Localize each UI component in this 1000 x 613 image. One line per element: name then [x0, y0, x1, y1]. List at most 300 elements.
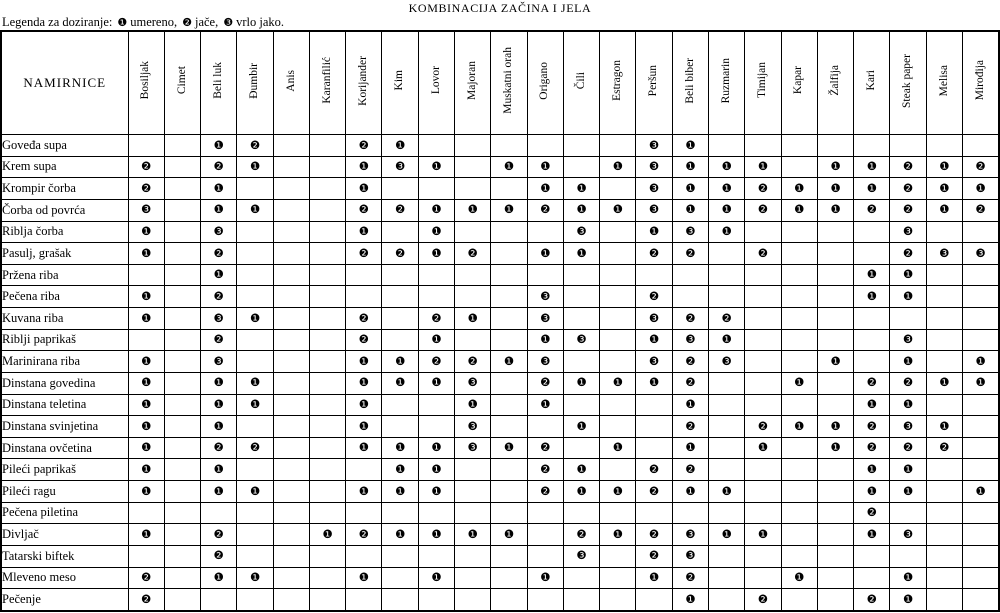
- empty-cell: [491, 329, 527, 351]
- dosage-cell: ❶: [382, 135, 418, 157]
- dosage-cell: ❷: [962, 156, 999, 178]
- header-row: [1, 31, 999, 135]
- column-header-label: Ruzmarin: [719, 57, 732, 104]
- empty-cell: [128, 264, 164, 286]
- dosage-cell: ❷: [890, 372, 926, 394]
- empty-cell: [201, 502, 237, 524]
- empty-cell: [817, 459, 853, 481]
- empty-cell: [854, 545, 890, 567]
- empty-cell: [600, 329, 636, 351]
- dosage-cell: ❷: [672, 416, 708, 438]
- dosage-cell: ❶: [128, 416, 164, 438]
- dosage-cell: ❶: [418, 372, 454, 394]
- dosage-cell: ❶: [926, 372, 962, 394]
- empty-cell: [455, 459, 491, 481]
- empty-cell: [962, 416, 999, 438]
- empty-cell: [600, 135, 636, 157]
- dosage-cell: ❷: [418, 308, 454, 330]
- dosage-cell: ❸: [672, 545, 708, 567]
- dosage-cell: ❶: [563, 178, 599, 200]
- empty-cell: [309, 459, 345, 481]
- empty-cell: [563, 502, 599, 524]
- dosage-cell: ❶: [237, 199, 273, 221]
- empty-cell: [273, 502, 309, 524]
- empty-cell: [128, 545, 164, 567]
- empty-cell: [781, 502, 817, 524]
- empty-cell: [709, 264, 745, 286]
- empty-cell: [382, 567, 418, 589]
- dosage-cell: ❶: [491, 524, 527, 546]
- empty-cell: [382, 545, 418, 567]
- dosage-cell: ❸: [527, 308, 563, 330]
- dosage-cell: ❶: [418, 567, 454, 589]
- dosage-cell: ❸: [201, 308, 237, 330]
- empty-cell: [926, 308, 962, 330]
- empty-cell: [817, 567, 853, 589]
- dosage-cell: ❶: [709, 199, 745, 221]
- table-row: [1, 394, 999, 416]
- empty-cell: [237, 351, 273, 373]
- dosage-2-icon: ❷: [182, 16, 192, 29]
- dosage-cell: ❷: [527, 199, 563, 221]
- column-header-label: Anis: [284, 69, 297, 92]
- dosage-cell: ❶: [455, 199, 491, 221]
- dosage-cell: ❷: [672, 243, 708, 265]
- dosage-cell: ❶: [346, 437, 382, 459]
- dosage-cell: ❸: [636, 178, 672, 200]
- dosage-cell: ❶: [854, 156, 890, 178]
- dosage-cell: ❶: [854, 481, 890, 503]
- empty-cell: [962, 221, 999, 243]
- empty-cell: [709, 372, 745, 394]
- dosage-cell: ❶: [817, 416, 853, 438]
- empty-cell: [926, 567, 962, 589]
- empty-cell: [781, 156, 817, 178]
- empty-cell: [709, 135, 745, 157]
- dosage-cell: ❶: [346, 221, 382, 243]
- dosage-cell: ❶: [890, 351, 926, 373]
- empty-cell: [491, 372, 527, 394]
- dosage-cell: ❶: [817, 178, 853, 200]
- empty-cell: [600, 589, 636, 611]
- dosage-cell: ❶: [563, 372, 599, 394]
- dosage-cell: ❶: [128, 524, 164, 546]
- dosage-cell: ❶: [382, 481, 418, 503]
- empty-cell: [636, 437, 672, 459]
- dosage-cell: ❷: [672, 567, 708, 589]
- empty-cell: [164, 481, 200, 503]
- dosage-cell: ❷: [854, 372, 890, 394]
- empty-cell: [346, 459, 382, 481]
- empty-cell: [745, 394, 781, 416]
- row-label: Tatarski biftek: [1, 545, 128, 567]
- empty-cell: [164, 243, 200, 265]
- dosage-cell: ❶: [709, 221, 745, 243]
- dosage-cell: ❸: [563, 329, 599, 351]
- dosage-cell: ❷: [201, 329, 237, 351]
- dosage-cell: ❶: [600, 199, 636, 221]
- row-label: Dinstana govedina: [1, 372, 128, 394]
- empty-cell: [455, 329, 491, 351]
- empty-cell: [781, 481, 817, 503]
- empty-cell: [962, 135, 999, 157]
- empty-cell: [237, 416, 273, 438]
- table-row: [1, 567, 999, 589]
- empty-cell: [309, 351, 345, 373]
- dosage-cell: ❶: [201, 199, 237, 221]
- dosage-cell: ❷: [854, 502, 890, 524]
- empty-cell: [709, 459, 745, 481]
- empty-cell: [563, 156, 599, 178]
- dosage-cell: ❸: [672, 221, 708, 243]
- dosage-cell: ❶: [309, 524, 345, 546]
- empty-cell: [309, 437, 345, 459]
- table-row: [1, 178, 999, 200]
- empty-cell: [237, 243, 273, 265]
- dosage-cell: ❶: [672, 481, 708, 503]
- table-row: [1, 286, 999, 308]
- dosage-cell: ❶: [201, 264, 237, 286]
- column-header-label: Đumbir: [248, 62, 261, 99]
- dosage-cell: ❶: [128, 351, 164, 373]
- empty-cell: [854, 351, 890, 373]
- empty-cell: [273, 156, 309, 178]
- empty-cell: [781, 545, 817, 567]
- empty-cell: [418, 178, 454, 200]
- row-label: Dinstana teletina: [1, 394, 128, 416]
- dosage-cell: ❸: [455, 437, 491, 459]
- dosage-cell: ❶: [636, 329, 672, 351]
- empty-cell: [781, 243, 817, 265]
- dosage-cell: ❷: [672, 459, 708, 481]
- empty-cell: [164, 394, 200, 416]
- empty-cell: [382, 589, 418, 611]
- column-header-label: Lovor: [429, 66, 442, 95]
- dosage-cell: ❷: [745, 178, 781, 200]
- empty-cell: [164, 589, 200, 611]
- table-row: [1, 502, 999, 524]
- empty-cell: [926, 502, 962, 524]
- empty-cell: [636, 416, 672, 438]
- dosage-cell: ❸: [636, 308, 672, 330]
- dosage-cell: ❶: [854, 178, 890, 200]
- empty-cell: [854, 221, 890, 243]
- empty-cell: [600, 178, 636, 200]
- dosage-cell: ❸: [890, 416, 926, 438]
- column-header: [636, 31, 672, 135]
- empty-cell: [926, 589, 962, 611]
- empty-cell: [926, 329, 962, 351]
- empty-cell: [309, 481, 345, 503]
- empty-cell: [600, 351, 636, 373]
- empty-cell: [817, 308, 853, 330]
- empty-cell: [237, 545, 273, 567]
- dosage-cell: ❶: [346, 372, 382, 394]
- dosage-cell: ❷: [382, 199, 418, 221]
- dosage-cell: ❶: [890, 459, 926, 481]
- empty-cell: [455, 545, 491, 567]
- table-body: [1, 135, 999, 612]
- empty-cell: [237, 589, 273, 611]
- empty-cell: [491, 394, 527, 416]
- empty-cell: [709, 545, 745, 567]
- row-label: Pečenje: [1, 589, 128, 611]
- dosage-cell: ❷: [672, 351, 708, 373]
- dosage-cell: ❷: [237, 135, 273, 157]
- dosage-cell: ❶: [382, 459, 418, 481]
- empty-cell: [817, 481, 853, 503]
- empty-cell: [309, 199, 345, 221]
- table-row: [1, 545, 999, 567]
- row-label: Pečena piletina: [1, 502, 128, 524]
- table-row: [1, 135, 999, 157]
- empty-cell: [491, 416, 527, 438]
- empty-cell: [636, 502, 672, 524]
- empty-cell: [273, 589, 309, 611]
- dosage-cell: ❶: [709, 481, 745, 503]
- empty-cell: [527, 545, 563, 567]
- dosage-cell: ❶: [237, 481, 273, 503]
- dosage-cell: ❶: [382, 372, 418, 394]
- empty-cell: [164, 372, 200, 394]
- dosage-cell: ❷: [128, 156, 164, 178]
- dosage-cell: ❸: [455, 416, 491, 438]
- dosage-cell: ❶: [926, 156, 962, 178]
- dosage-cell: ❶: [491, 199, 527, 221]
- empty-cell: [273, 135, 309, 157]
- dosage-cell: ❶: [382, 524, 418, 546]
- dosage-cell: ❷: [201, 286, 237, 308]
- empty-cell: [854, 243, 890, 265]
- empty-cell: [745, 502, 781, 524]
- dosage-cell: ❶: [854, 286, 890, 308]
- column-header-label: Beli luk: [211, 62, 224, 99]
- dosage-cell: ❶: [128, 394, 164, 416]
- empty-cell: [890, 308, 926, 330]
- column-header-label: Korijander: [357, 55, 370, 106]
- empty-cell: [926, 545, 962, 567]
- empty-cell: [926, 286, 962, 308]
- dosage-cell: ❶: [962, 351, 999, 373]
- empty-cell: [527, 264, 563, 286]
- empty-cell: [563, 394, 599, 416]
- dosage-cell: ❶: [854, 394, 890, 416]
- column-header: [164, 31, 200, 135]
- dosage-cell: ❶: [600, 156, 636, 178]
- dosage-cell: ❷: [854, 437, 890, 459]
- empty-cell: [926, 459, 962, 481]
- empty-cell: [382, 394, 418, 416]
- empty-cell: [563, 437, 599, 459]
- empty-cell: [781, 135, 817, 157]
- dosage-cell: ❷: [527, 481, 563, 503]
- empty-cell: [164, 416, 200, 438]
- dosage-cell: ❸: [382, 156, 418, 178]
- empty-cell: [817, 502, 853, 524]
- dosage-cell: ❸: [962, 243, 999, 265]
- dosage-cell: ❶: [418, 437, 454, 459]
- empty-cell: [346, 264, 382, 286]
- empty-cell: [926, 524, 962, 546]
- table-row: [1, 437, 999, 459]
- dosage-cell: ❶: [709, 329, 745, 351]
- dosage-cell: ❷: [890, 243, 926, 265]
- empty-cell: [600, 264, 636, 286]
- empty-cell: [563, 308, 599, 330]
- empty-cell: [346, 286, 382, 308]
- column-header: [890, 31, 926, 135]
- table-row: [1, 308, 999, 330]
- empty-cell: [237, 221, 273, 243]
- table-row: [1, 459, 999, 481]
- row-label: Marinirana riba: [1, 351, 128, 373]
- empty-cell: [745, 221, 781, 243]
- empty-cell: [672, 502, 708, 524]
- empty-cell: [455, 286, 491, 308]
- table-row: [1, 481, 999, 503]
- empty-cell: [237, 524, 273, 546]
- empty-cell: [745, 308, 781, 330]
- empty-cell: [962, 567, 999, 589]
- empty-cell: [309, 394, 345, 416]
- column-header: [346, 31, 382, 135]
- empty-cell: [164, 221, 200, 243]
- dosage-cell: ❸: [709, 351, 745, 373]
- empty-cell: [491, 135, 527, 157]
- empty-cell: [817, 524, 853, 546]
- dosage-cell: ❸: [563, 545, 599, 567]
- empty-cell: [926, 135, 962, 157]
- empty-cell: [781, 286, 817, 308]
- column-header: [962, 31, 999, 135]
- empty-cell: [636, 264, 672, 286]
- empty-cell: [962, 502, 999, 524]
- dosage-cell: ❷: [962, 199, 999, 221]
- dosage-cell: ❶: [854, 524, 890, 546]
- dosage-cell: ❶: [709, 524, 745, 546]
- column-header: [273, 31, 309, 135]
- empty-cell: [128, 135, 164, 157]
- empty-cell: [781, 589, 817, 611]
- empty-cell: [455, 589, 491, 611]
- empty-cell: [418, 502, 454, 524]
- dosage-cell: ❶: [636, 567, 672, 589]
- empty-cell: [273, 329, 309, 351]
- dosage-cell: ❶: [745, 524, 781, 546]
- empty-cell: [745, 351, 781, 373]
- empty-cell: [962, 394, 999, 416]
- empty-cell: [309, 286, 345, 308]
- dosage-cell: ❷: [890, 437, 926, 459]
- row-label: Krem supa: [1, 156, 128, 178]
- empty-cell: [817, 243, 853, 265]
- empty-cell: [600, 502, 636, 524]
- spice-dish-table: [0, 30, 1000, 612]
- empty-cell: [128, 502, 164, 524]
- dosage-cell: ❶: [890, 481, 926, 503]
- dosage-cell: ❶: [382, 437, 418, 459]
- dosage-cell: ❷: [346, 308, 382, 330]
- dosage-cell: ❷: [346, 243, 382, 265]
- dosage-cell: ❷: [672, 308, 708, 330]
- empty-cell: [273, 459, 309, 481]
- table-row: [1, 243, 999, 265]
- empty-cell: [672, 286, 708, 308]
- dosage-cell: ❷: [854, 589, 890, 611]
- dosage-cell: ❶: [600, 524, 636, 546]
- empty-cell: [600, 459, 636, 481]
- dosage-cell: ❶: [890, 567, 926, 589]
- empty-cell: [164, 308, 200, 330]
- empty-cell: [418, 264, 454, 286]
- empty-cell: [237, 329, 273, 351]
- empty-cell: [817, 135, 853, 157]
- dosage-cell: ❶: [890, 286, 926, 308]
- empty-cell: [962, 286, 999, 308]
- empty-cell: [309, 178, 345, 200]
- empty-cell: [781, 221, 817, 243]
- empty-cell: [817, 286, 853, 308]
- column-header: [926, 31, 962, 135]
- column-header: [709, 31, 745, 135]
- empty-cell: [455, 221, 491, 243]
- table-row: [1, 199, 999, 221]
- empty-cell: [273, 545, 309, 567]
- dosage-cell: ❷: [382, 243, 418, 265]
- dosage-cell: ❷: [854, 199, 890, 221]
- dosage-cell: ❶: [672, 394, 708, 416]
- dosage-cell: ❶: [201, 178, 237, 200]
- column-header-label: Melisa: [937, 64, 950, 97]
- empty-cell: [273, 437, 309, 459]
- empty-cell: [491, 567, 527, 589]
- dosage-cell: ❶: [781, 416, 817, 438]
- legend-label-vrlo-jako: vrlo jako.: [236, 15, 285, 29]
- empty-cell: [309, 545, 345, 567]
- column-header: [563, 31, 599, 135]
- empty-cell: [854, 135, 890, 157]
- dosage-cell: ❷: [854, 416, 890, 438]
- empty-cell: [491, 589, 527, 611]
- empty-cell: [164, 502, 200, 524]
- empty-cell: [600, 416, 636, 438]
- dosage-cell: ❶: [672, 156, 708, 178]
- dosage-cell: ❶: [600, 372, 636, 394]
- empty-cell: [709, 437, 745, 459]
- dosage-cell: ❷: [636, 481, 672, 503]
- empty-cell: [164, 178, 200, 200]
- dosage-cell: ❷: [636, 524, 672, 546]
- empty-cell: [309, 372, 345, 394]
- empty-cell: [926, 221, 962, 243]
- empty-cell: [709, 286, 745, 308]
- empty-cell: [709, 243, 745, 265]
- empty-cell: [491, 481, 527, 503]
- row-label: Pileći ragu: [1, 481, 128, 503]
- dosage-cell: ❶: [418, 221, 454, 243]
- empty-cell: [164, 567, 200, 589]
- column-header-label: Kapar: [792, 66, 805, 95]
- dosage-legend: [2, 15, 284, 30]
- column-header: [201, 31, 237, 135]
- row-label: Mleveno meso: [1, 567, 128, 589]
- empty-cell: [273, 199, 309, 221]
- dosage-cell: ❶: [237, 308, 273, 330]
- empty-cell: [346, 502, 382, 524]
- empty-cell: [309, 416, 345, 438]
- empty-cell: [273, 221, 309, 243]
- empty-cell: [527, 416, 563, 438]
